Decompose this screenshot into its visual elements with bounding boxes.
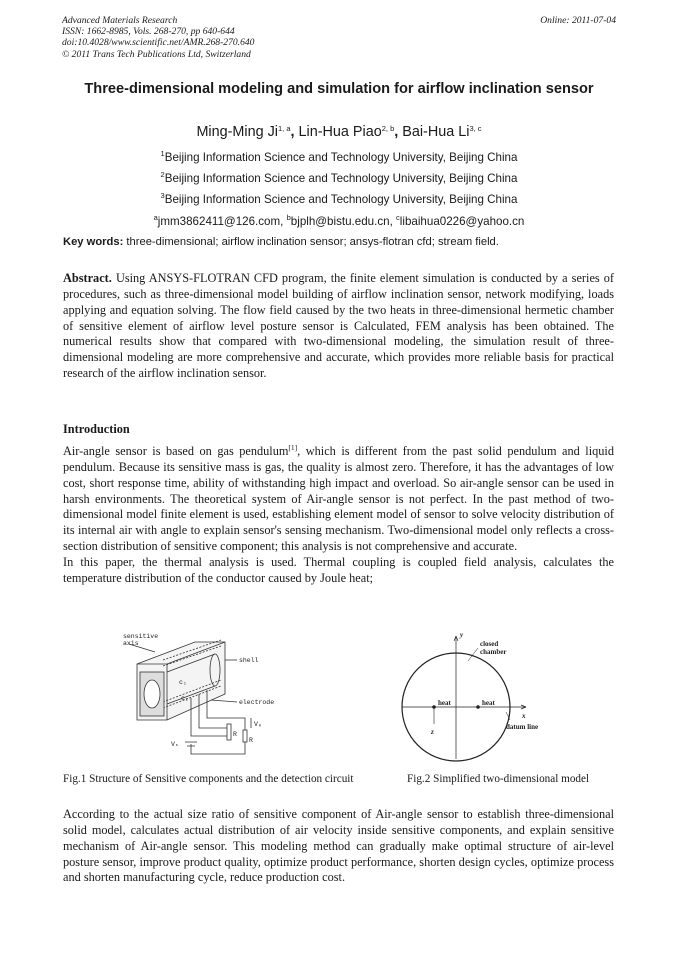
affiliation: $^1$Beijing Information Science and Technology University, Beijing China	[160, 149, 518, 164]
fig1-label-c1: c₁	[179, 679, 187, 686]
figure-2-caption: Fig.2 Simplified two-dimensional model	[407, 773, 590, 785]
email[interactable]: libaihua0226@yahoo.cn	[399, 215, 525, 228]
fig1-label-c2: c₂	[181, 695, 189, 702]
affiliation: $^2$Beijing Information Science and Technology University, Beijing China	[160, 170, 518, 185]
abstract-text: Using ANSYS-FLOTRAN CFD program, the finite element simulation is conducted by a series of procedures, such as three-dimensional model building of airflow inclination sensor, network modifying, loads applying and equation solving. The flow field caused by the two heats in three-dimensional hermetic chamber of sensitive element of airflow level posture sensor is Calculated, FEM analysis has been obtained. The numerical results show that compared with two-dimensional modeling, the simulation result of three-dimensional modeling are more comprehensive and accurate, which provides more reliable basis for practical research of the airflow inclination sensor.	[63, 271, 615, 381]
fig1-label-shell: shell	[239, 657, 259, 664]
fig2-label-closed: closed	[480, 640, 499, 648]
fig2-label-heat-right: heat	[482, 699, 495, 707]
intro-paragraph: Air-angle sensor is based on gas pendulum[1], which is different from the past solid pendulum and liquid pendulum. Because its sensitive mass is gas, the quality is almost zero. Therefore, it has the advantages of low cost, short response time, ability of withstanding high impact and overload. So air-angle sensor can be used in harsh environments. The theoretical system of Air-angle sensor is not perfect. In the past method of two-dimensional model finite element is used, establishing element model of sensor to solve velocity distribution of its internal air with angle to explain sensor's sensing mechanism. Two-dimensional model only reflects a cross-section distribution of sensitive component; this analysis is not comprehensive and accurate. In this paper, the thermal analysis is used. Thermal coupling is coupled field analysis, calculates the temperature distribution of the conductor caused by Joule heat;	[63, 443, 614, 585]
fig2-axis-x: x	[522, 712, 526, 720]
affiliation: $^3$Beijing Information Science and Technology University, Beijing China	[160, 191, 518, 206]
copyright-line: © 2011 Trans Tech Publications Ltd, Switzerland	[62, 48, 251, 60]
abstract	[63, 271, 614, 382]
section-heading: Introduction	[63, 422, 130, 436]
email[interactable]: bjplh@bistu.edu.cn	[290, 215, 390, 228]
fig1-label-r2: R	[249, 737, 253, 744]
online-date: Online: 2011-07-04	[540, 15, 616, 26]
fig1-label-v0: V₀	[254, 721, 262, 728]
fig1-label-r1: R	[233, 731, 237, 738]
author-sup: 3, c	[469, 124, 482, 133]
issn-line: ISSN: 1662-8985, Vols. 268-270, pp 640-644	[62, 26, 235, 38]
keywords-label: Key words:	[63, 236, 124, 248]
fig1-label-electrode: electrode	[239, 699, 275, 706]
fig2-axis-y: y	[460, 631, 464, 639]
author-list: Ming-Ming Ji$^{1, a}$, Lin-Hua Piao$^{2, b}$, Bai-Hua Li$^{3, c}$	[196, 124, 482, 140]
fig1-label-sensitive: sensitive	[123, 633, 159, 640]
fig1-label-axis: axis	[123, 640, 139, 647]
fig2-label-heat-left: heat	[438, 699, 451, 707]
fig2-label-chamber: chamber	[480, 648, 507, 656]
citation[interactable]: [1]	[288, 443, 298, 452]
closing-paragraph: According to the actual size ratio of sensitive component of Air-angle sensor to establish three-dimensional solid model, calculates actual distribution of air velocity inside sensitive components, and explain sensitive mechanism of Air-angle sensor. This modeling method can gradually make optimal structure of air-level posture sensor, improve product quality, optimize product performance, shorten design cycles, optimize process and shorten manufacturing cycle, reduce production cost.	[63, 807, 614, 885]
author-sup: 1, a	[278, 124, 291, 133]
author-sup: 2, b	[381, 124, 395, 133]
keywords-text: three-dimensional; airflow inclination sensor; ansys-flotran cfd; stream field.	[126, 236, 499, 248]
abstract-label: Abstract.	[63, 271, 112, 285]
author-name: Bai-Hua Li	[402, 124, 470, 140]
journal-header	[62, 15, 616, 60]
keywords	[63, 236, 619, 248]
figure-1-caption: Fig.1 Structure of Sensitive components and the detection circuit	[63, 773, 354, 785]
journal-name: Advanced Materials Research	[62, 15, 178, 26]
figure-2-two-dimensional-model	[394, 628, 546, 762]
fig2-axis-z: z	[431, 728, 434, 736]
fig1-label-vs: Vₛ	[171, 741, 179, 748]
paper-title: Three-dimensional modeling and simulation for airflow inclination sensor	[84, 81, 594, 97]
author-name: Lin-Hua Piao	[298, 124, 382, 140]
doi-line: doi:10.4028/www.scientific.net/AMR.268-270.640	[62, 37, 255, 49]
email[interactable]: jmm3862411@126.com	[157, 215, 281, 228]
intro-paragraph-2: In this paper, the thermal analysis is used. Thermal coupling is coupled field analysis, calculates the temperature distribution of the conductor caused by Joule heat;	[63, 554, 614, 585]
fig2-label-datum: datum line	[506, 723, 539, 731]
author-name: Ming-Ming Ji	[196, 124, 279, 140]
email-line: $^a$jmm3862411@126.com, $^b$bjplh@bistu.edu.cn, $^c$libaihua0226@yahoo.cn	[153, 213, 525, 228]
figure-1-sensor-structure	[115, 632, 295, 762]
